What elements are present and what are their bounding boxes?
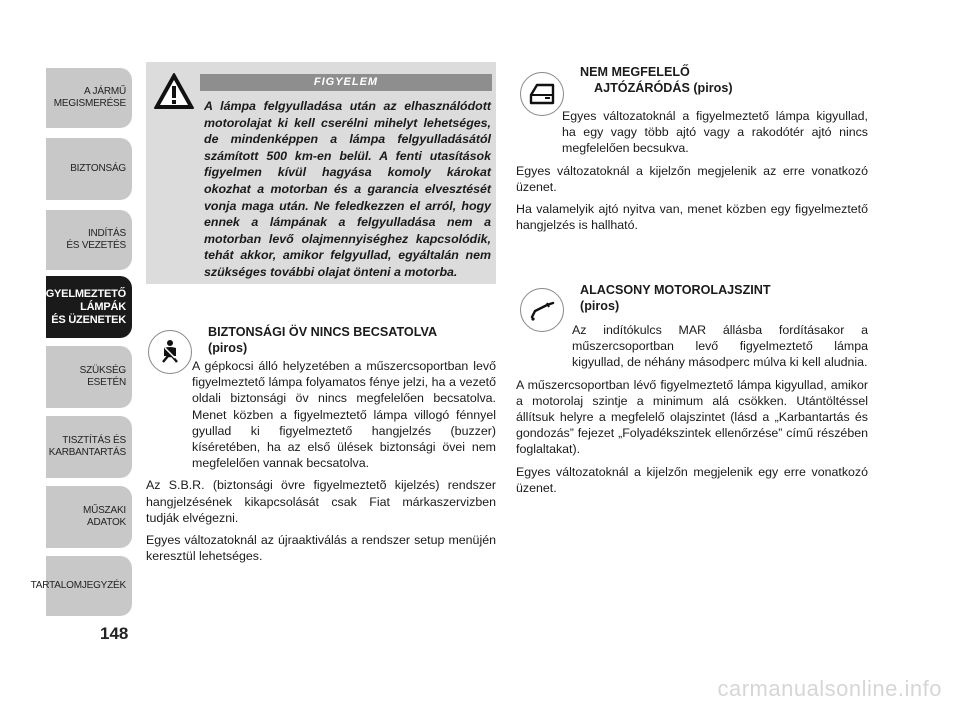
tab-figyelmezteto-lampak[interactable] <box>36 276 132 338</box>
doors-title-line1: NEM MEGFELELŐ <box>580 65 690 79</box>
tab-biztonsag[interactable] <box>46 138 132 200</box>
oil-title-line1: ALACSONY MOTOROLAJSZINT <box>580 283 771 297</box>
watermark: carmanualsonline.info <box>717 676 942 701</box>
seatbelt-title-line2: (piros) <box>208 341 248 355</box>
tab-muszaki-adatok[interactable] <box>46 486 132 548</box>
seatbelt-p1-text: A gépkocsi álló helyzetében a műszercsoportban levő figyelmeztető lámpa folyamatos fénye jelzi, ha a vezető oldali biztonsági öv nincs megfelelően becsatolva. Menet közben a figyelmeztető lámpa villogó fénnyel gyullad ki figyelmeztető hangjelzés (buzzer) kíséretében, ha az első ülések biztonsági övei nem megfelelően vannak becsatolva. <box>192 359 496 471</box>
tab-label: A JÁRMŰ MEGISMERÉSE <box>53 86 126 109</box>
doors-paragraph-1: Egyes változatoknál a figyelmeztető lámpa kigyullad, ha egy vagy több ajtó vagy a rakodótér ajtó nincs megfelelően becsukva. <box>562 109 868 156</box>
tab-label: INDÍTÁS ÉS VEZETÉS <box>66 228 126 251</box>
doors-title-suffix: (piros) <box>693 81 733 95</box>
oil-body <box>516 322 868 496</box>
oil-title <box>580 282 868 314</box>
seatbelt-title <box>208 324 496 356</box>
tab-label: TISZTÍTÁS ÉS KARBANTARTÁS <box>48 435 126 458</box>
oil-paragraph-2: A műszercsoportban lévő figyelmeztető lámpa kigyullad, amikor a motorolaj szintje a minimum alá csökken. Utántöltéssel állítsuk helyre a megfelelő olajszintet (lásd a „Karbantartás és gondozás” fejezet „Folyadékszintek ellenőrzése” című részében foglaltakat). <box>516 377 868 457</box>
seatbelt-paragraph-1 <box>146 358 496 471</box>
warning-header: FIGYELEM <box>200 74 492 91</box>
seatbelt-paragraph-2: Az S.B.R. (biztonsági övre figyelmeztetõ kijelzés) rendszer hangjelzésének kikapcsolását csak Fiat márkaszervizben tudják elvégezni. <box>146 478 496 525</box>
tab-label: SZÜKSÉG ESETÉN <box>79 365 126 388</box>
oil-paragraph-3: Egyes változatoknál a kijelzőn megjelenik egy erre vonatkozó üzenet. <box>516 464 868 495</box>
seatbelt-paragraph-3: Egyes változatoknál az újraaktiválás a rendszer setup menüjén keresztül lehetséges. <box>146 533 496 564</box>
seatbelt-title-line1: BIZTONSÁGI ÖV NINCS BECSATOLVA <box>208 325 438 339</box>
oil-title-line2: (piros) <box>580 299 620 313</box>
warning-text <box>148 98 491 281</box>
tab-inditas-es-vezetes[interactable] <box>46 210 132 270</box>
tab-label: BIZTONSÁG <box>70 163 126 174</box>
tab-szukseg-eseten[interactable] <box>46 346 132 408</box>
tab-tartalomjegyzek[interactable] <box>30 556 132 616</box>
doors-paragraph-2: Egyes változatoknál a kijelzőn megjelenik az erre vonatkozó üzenet. <box>516 163 868 194</box>
tab-label: MŰSZAKI ADATOK <box>82 505 126 528</box>
warning-text-body: A lámpa felgyulladása után az elhasználódott motorolajat ki kell cserélni mihelyt lehetséges, de mindenképpen a lámpa felgyulladásától számított 500 km-en belül. A fenti utasítások figyelmen kívül hagyása komoly károkat okozhat a motorban és a garancia elvesztését vonja maga után. Ne feledkezzen el arról, hogy ennek a lámpának a felgyulladása nem a motorban levő olajmennyiséghez kapcsolódik, tehát akkor, amikor felgyullad, egyáltalán nem szükséges további olajat önteni a motorba. <box>204 99 491 279</box>
tab-a-jarmu-megismerese[interactable] <box>46 68 132 128</box>
oil-paragraph-1: Az indítókulcs MAR állásba fordításakor a műszercsoportban levő figyelmeztető lámpa kigyullad, de néhány másodperc múlva ki kell aludnia. <box>572 323 868 370</box>
doors-title-line2 <box>580 80 868 96</box>
tab-label: TARTALOMJEGYZÉK <box>30 580 126 591</box>
tab-label: FIGYELMEZTETŐ LÁMPÁK ÉS ÜZENETEK <box>36 287 126 326</box>
doors-title <box>580 64 868 96</box>
doors-paragraph-3: Ha valamelyik ajtó nyitva van, menet közben egy figyelmeztető hangjelzés is hallható. <box>516 202 868 233</box>
seatbelt-body <box>146 358 496 564</box>
doors-title-main: AJTÓZÁRÓDÁS <box>594 81 690 95</box>
doors-body <box>516 108 868 233</box>
tab-tisztitas-es-karbantartas[interactable] <box>46 416 132 478</box>
page-number: 148 <box>100 624 129 643</box>
